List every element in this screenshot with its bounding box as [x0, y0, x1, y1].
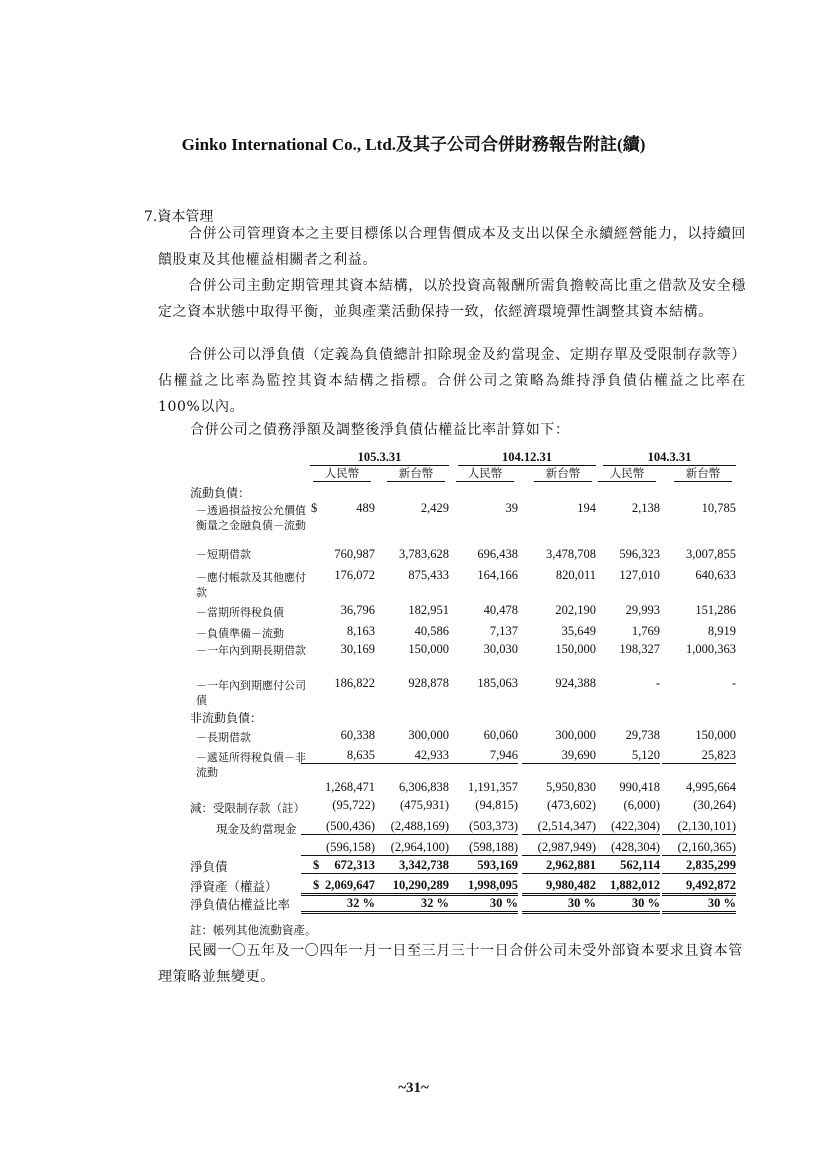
table-cell: 1,882,012: [586, 878, 660, 896]
table-cell: 176,072: [334, 568, 375, 582]
currency-header: 新台幣: [387, 465, 445, 482]
table-cell: 8,163: [346, 624, 375, 638]
table-cell: 1,769: [631, 624, 660, 638]
table-cell: 30,169: [340, 642, 375, 656]
row-label: －透過損益按公允價值衡量之金融負債－流動: [196, 504, 306, 532]
table-cell: 696,438: [477, 547, 518, 561]
table-cell: 990,418: [619, 780, 660, 794]
currency-header: 人民幣: [313, 465, 371, 482]
table-cell: 562,114: [586, 858, 660, 874]
table-cell: 29,738: [625, 728, 660, 742]
date-header: 104.3.31: [603, 450, 736, 466]
table-cell: 29,993: [625, 603, 660, 617]
table-cell: 39: [505, 501, 518, 515]
table-cell: 39,690: [522, 748, 596, 764]
table-cell: (2,488,169): [375, 819, 449, 835]
table-cell: 5,120: [586, 748, 660, 764]
table-cell: 6,306,838: [399, 780, 449, 794]
section-title: 7.資本管理: [144, 209, 214, 225]
table-cell: 194: [577, 501, 596, 515]
row-label: －一年內到期長期借款: [196, 644, 306, 657]
table-intro: 合併公司之債務淨額及調整後淨負債佔權益比率計算如下：: [190, 422, 570, 438]
table-cell: 2,429: [420, 501, 449, 515]
table-cell: (475,931): [400, 798, 449, 812]
table-cell: 3,478,708: [546, 547, 596, 561]
table-cell: 596,323: [619, 547, 660, 561]
table-cell: 8,635: [301, 748, 375, 764]
row-label: －短期借款: [196, 548, 251, 561]
table-cell: 7,946: [444, 748, 518, 764]
table-cell: 672,313: [301, 858, 375, 874]
table-cell: 150,000: [555, 642, 596, 656]
table-cell: 150,000: [408, 642, 449, 656]
table-cell: 2,069,647: [301, 878, 375, 896]
table-cell: 60,338: [340, 728, 375, 742]
currency-header: 新台幣: [534, 465, 592, 482]
currency-header: 新台幣: [674, 465, 732, 482]
table-cell: 1,998,095: [444, 878, 518, 896]
currency-header: 人民幣: [598, 465, 656, 482]
table-cell: 760,987: [334, 547, 375, 561]
dollar-sign: $: [311, 501, 318, 515]
table-cell: 875,433: [408, 568, 449, 582]
table-cell: 2,138: [631, 501, 660, 515]
paragraph-ratio: 合併公司以淨負債（定義為負債總計扣除現金及約當現金、定期存單及受限制存款等）佔權益之比率為監控其資本結構之指標。合併公司之策略為維持淨負債佔權益之比率在100%以內。: [158, 347, 746, 415]
row-label: －負債準備－流動: [196, 627, 284, 640]
table-cell: 127,010: [619, 568, 660, 582]
table-cell: 42,933: [375, 748, 449, 764]
table-cell: 924,388: [555, 676, 596, 690]
table-cell: 36,796: [340, 603, 375, 617]
table-cell: 928,878: [408, 676, 449, 690]
less-label: 減：受限制存款（註）: [190, 801, 305, 815]
table-cell: (2,130,101): [662, 819, 736, 835]
table-cell: 164,166: [477, 568, 518, 582]
table-cell: 198,327: [619, 642, 660, 656]
table-cell: (500,436): [301, 819, 375, 835]
table-cell: (2,964,100): [375, 840, 449, 856]
table-cell: 2,835,299: [662, 858, 736, 874]
row-label: －應付帳款及其他應付款: [196, 571, 306, 599]
table-cell: 40,586: [414, 624, 449, 638]
table-cell: 150,000: [695, 728, 736, 742]
table-cell: (2,987,949): [522, 840, 596, 856]
table-cell: (2,514,347): [522, 819, 596, 835]
table-cell: 3,342,738: [375, 858, 449, 874]
group-label-current: 流動負債：: [190, 486, 251, 500]
table-cell: 1,268,471: [325, 780, 375, 794]
table-cell: 9,980,482: [522, 878, 596, 896]
dollar-sign: $: [313, 858, 320, 872]
table-cell: 1,191,357: [468, 780, 518, 794]
table-cell: 300,000: [408, 728, 449, 742]
table-cell: (30,264): [693, 798, 736, 812]
table-cell: 25,823: [662, 748, 736, 764]
table-cell: (596,158): [301, 840, 375, 856]
table-cell: 60,060: [483, 728, 518, 742]
row-label: －長期借款: [196, 731, 251, 744]
equity-label: 淨資產（權益）: [190, 879, 278, 894]
page-number: ~31~: [398, 1080, 429, 1096]
table-cell: 640,633: [695, 568, 736, 582]
table-cell: 30 %: [662, 896, 736, 914]
table-cell: 151,286: [695, 603, 736, 617]
page-header: Ginko International Co., Ltd.及其子公司合併財務報告附註(續): [181, 135, 646, 154]
table-cell: 30 %: [586, 896, 660, 914]
table-cell: 40,478: [483, 603, 518, 617]
table-cell: 10,785: [701, 501, 736, 515]
table-cell: -: [655, 676, 660, 690]
table-cell: (94,815): [475, 798, 518, 812]
table-cell: 7,137: [489, 624, 518, 638]
table-cell: 10,290,289: [375, 878, 449, 896]
table-cell: (598,188): [444, 840, 518, 856]
table-cell: (6,000): [623, 798, 660, 812]
table-cell: 30,030: [483, 642, 518, 656]
date-header: 104.12.31: [458, 450, 596, 466]
table-cell: 30 %: [522, 896, 596, 914]
table-cell: 593,169: [444, 858, 518, 874]
table-cell: 2,962,881: [522, 858, 596, 874]
table-cell: (503,373): [444, 819, 518, 835]
currency-header: 人民幣: [456, 465, 514, 482]
table-cell: 202,190: [555, 603, 596, 617]
table-cell: (2,160,365): [662, 840, 736, 856]
group-label-noncurrent: 非流動負債：: [190, 711, 263, 725]
table-cell: 9,492,872: [662, 878, 736, 896]
table-cell: (473,602): [547, 798, 596, 812]
table-cell: (95,722): [332, 798, 375, 812]
table-cell: 489: [356, 501, 375, 515]
table-cell: 186,822: [334, 676, 375, 690]
table-cell: (422,304): [586, 819, 660, 835]
table-cell: 182,951: [408, 603, 449, 617]
row-label: －當期所得稅負債: [196, 606, 284, 619]
cash-label: 現金及約當現金: [216, 822, 297, 836]
date-header: 105.3.31: [310, 450, 449, 466]
table-cell: 1,000,363: [686, 642, 736, 656]
table-cell: 8,919: [707, 624, 736, 638]
table-cell: 30 %: [444, 896, 518, 914]
table-cell: 3,783,628: [399, 547, 449, 561]
paragraph-objective: 合併公司管理資本之主要目標係以合理售價成本及支出以保全永續經營能力，以持續回饋股東及其他權益相關者之利益。: [158, 226, 746, 268]
table-cell: 32 %: [301, 896, 375, 914]
net-debt-label: 淨負債: [190, 859, 228, 874]
dollar-sign: $: [313, 878, 320, 892]
table-cell: 5,950,830: [546, 780, 596, 794]
table-cell: 32 %: [375, 896, 449, 914]
row-label: －一年內到期應付公司債: [196, 679, 306, 707]
table-cell: 3,007,855: [686, 547, 736, 561]
table-cell: 820,011: [555, 568, 596, 582]
footnote: 註：帳列其他流動資產。: [190, 923, 317, 937]
closing-paragraph: 民國一〇五年及一〇四年一月一日至三月三十一日合併公司未受外部資本要求且資本管理策略並無變更。: [158, 943, 743, 985]
table-cell: 300,000: [555, 728, 596, 742]
paragraph-structure: 合併公司主動定期管理其資本結構，以於投資高報酬所需負擔較高比重之借款及安全穩定之資本狀態中取得平衡，並與產業活動保持一致，依經濟環境彈性調整其資本結構。: [158, 278, 746, 320]
table-cell: 4,995,664: [686, 780, 736, 794]
table-cell: 185,063: [477, 676, 518, 690]
table-cell: 35,649: [561, 624, 596, 638]
table-cell: (428,304): [586, 840, 660, 856]
table-cell: -: [731, 676, 736, 690]
ratio-label: 淨負債佔權益比率: [190, 897, 291, 912]
row-label: －遞延所得稅負債－非流動: [196, 751, 306, 779]
